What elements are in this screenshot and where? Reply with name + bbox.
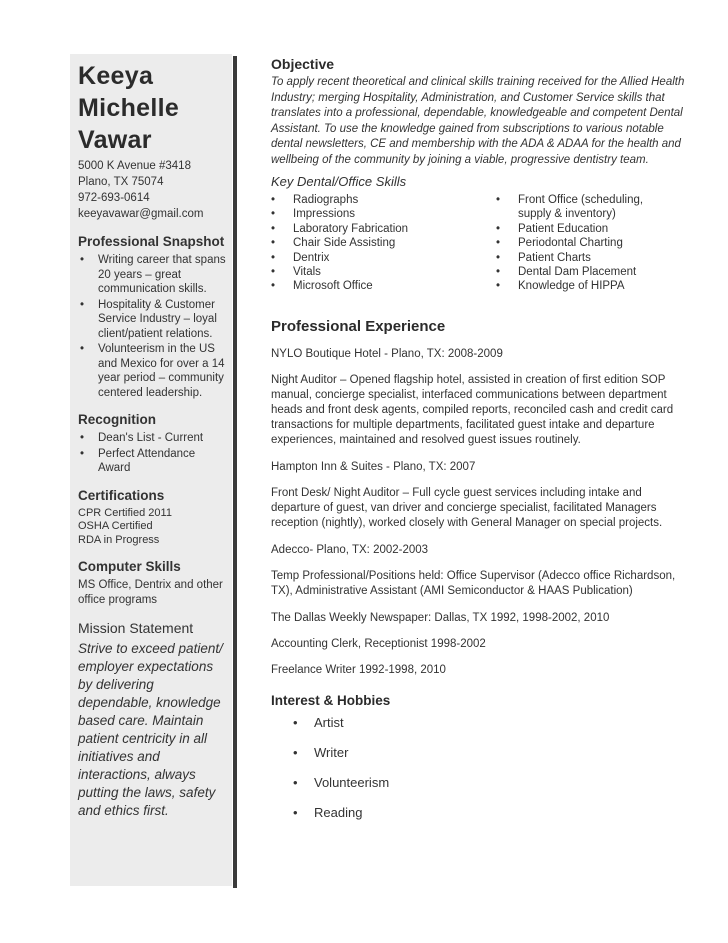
vertical-divider	[233, 56, 237, 888]
name-last: Vawar	[78, 126, 152, 154]
sidebar	[78, 60, 230, 820]
recognition-heading: Recognition	[78, 412, 156, 427]
skills-list-right	[496, 193, 656, 294]
job-title: Hampton Inn & Suites - Plano, TX: 2007	[271, 460, 476, 473]
objective-heading: Objective	[271, 56, 335, 72]
phone: 972-693-0614	[78, 192, 150, 204]
skill-item: • Radiographs	[271, 193, 496, 207]
skill-item: • Patient Charts	[496, 251, 656, 265]
job-line: Accounting Clerk, Receptionist 1998-2002	[271, 637, 486, 650]
computer-skills-text: MS Office, Dentrix and other office programs	[78, 579, 223, 606]
skill-item: • Laboratory Fabrication	[271, 222, 496, 236]
certifications-heading: Certifications	[78, 487, 165, 503]
interest-item: • Writer	[271, 744, 691, 774]
job-description: Night Auditor – Opened flagship hotel, assisted in creation of first edition SOP manual, concierge specialist, interfaced communications between department heads and front desk agents, compiled reports, reconciled cash and credit card transactions for multiple departments, facilitated guest intake and departure experiences, maintained and resolved guest issues routinely.	[271, 373, 674, 446]
contact-block	[78, 158, 230, 222]
job-title: Adecco- Plano, TX: 2002-2003	[271, 543, 429, 556]
skill-item: • Chair Side Assisting	[271, 236, 496, 250]
list-item: • Hospitality & Customer Service Industry – loyal client/patient relations.	[78, 298, 230, 342]
address-line-2: Plano, TX 75074	[78, 176, 164, 188]
recognition-list	[78, 431, 230, 476]
address-line-1: 5000 K Avenue #3418	[78, 160, 191, 172]
job-title: NYLO Boutique Hotel - Plano, TX: 2008-2009	[271, 347, 503, 360]
certifications-list	[78, 507, 230, 548]
objective-text: To apply recent theoretical and clinical skills training received for the Allied Health Industry; merging Hospitality, Administration, and Customer Service skills that translates into a professional, dependable, knowledgeable and competent Dental Assistant. To use the knowledge gained from subscriptions to various notable dental newsletters, CE and membership with the ADA & ADAA for the health and wellbeing of the community by joining a viable, progressive dentistry team.	[271, 76, 685, 166]
skill-item: • Vitals	[271, 265, 496, 279]
skill-item: • Dentrix	[271, 251, 496, 265]
skill-item: • Patient Education	[496, 222, 656, 236]
list-item: • Writing career that spans 20 years – great communication skills.	[78, 253, 230, 297]
interest-item: • Artist	[271, 714, 691, 744]
computer-skills-heading: Computer Skills	[78, 559, 181, 574]
skill-item: • Periodontal Charting	[496, 236, 656, 250]
name-first: Keeya	[78, 62, 154, 90]
skills-columns	[271, 193, 691, 294]
snapshot-heading: Professional Snapshot	[78, 234, 225, 249]
main-content	[271, 56, 691, 834]
interest-item: • Volunteerism	[271, 774, 691, 804]
job-description: Temp Professional/Positions held: Office Supervisor (Adecco office Richardson, TX), Administrative Assistant (AMI Semiconductor & HAAS Publication)	[271, 569, 676, 597]
job-line: Freelance Writer 1992-1998, 2010	[271, 663, 446, 676]
cert-line: RDA in Progress	[78, 533, 160, 546]
interests-heading: Interest & Hobbies	[271, 692, 391, 708]
skill-item: • Impressions	[271, 207, 496, 221]
skill-item: • Front Office (scheduling, supply & inventory)	[496, 193, 656, 222]
list-item: • Volunteerism in the US and Mexico for over a 14 year period – community centered leadership.	[78, 342, 230, 400]
interest-item: • Reading	[271, 804, 691, 834]
mission-heading: Mission Statement	[78, 620, 194, 636]
email: keeyavawar@gmail.com	[78, 208, 204, 220]
snapshot-list	[78, 253, 230, 400]
list-item: • Perfect Attendance Award	[78, 447, 230, 476]
interests-list	[271, 714, 691, 834]
experience-heading: Professional Experience	[271, 317, 446, 335]
list-item: • Dean's List - Current	[78, 431, 230, 446]
skill-item: • Microsoft Office	[271, 279, 496, 293]
skill-item: • Dental Dam Placement	[496, 265, 656, 279]
skill-item: • Knowledge of HIPPA	[496, 279, 656, 293]
name-middle: Michelle	[78, 94, 180, 122]
cert-line: OSHA Certified	[78, 520, 153, 532]
skills-heading: Key Dental/Office Skills	[271, 174, 407, 189]
cert-line: CPR Certified 2011	[78, 506, 172, 519]
mission-text: Strive to exceed patient/ employer expectations by delivering dependable, knowledge based care. Maintain patient centricity in all initiatives and interactions, always putting the laws, safety and ethics first.	[78, 641, 223, 818]
skills-list-left	[271, 193, 496, 294]
job-line: The Dallas Weekly Newspaper: Dallas, TX 1992, 1998-2002, 2010	[271, 611, 610, 624]
job-description: Front Desk/ Night Auditor – Full cycle guest services including intake and departure of guest, van driver and concierge specialist, facilitated Managers reception (nightly), worked closely with General Manager on special projects.	[271, 486, 663, 529]
